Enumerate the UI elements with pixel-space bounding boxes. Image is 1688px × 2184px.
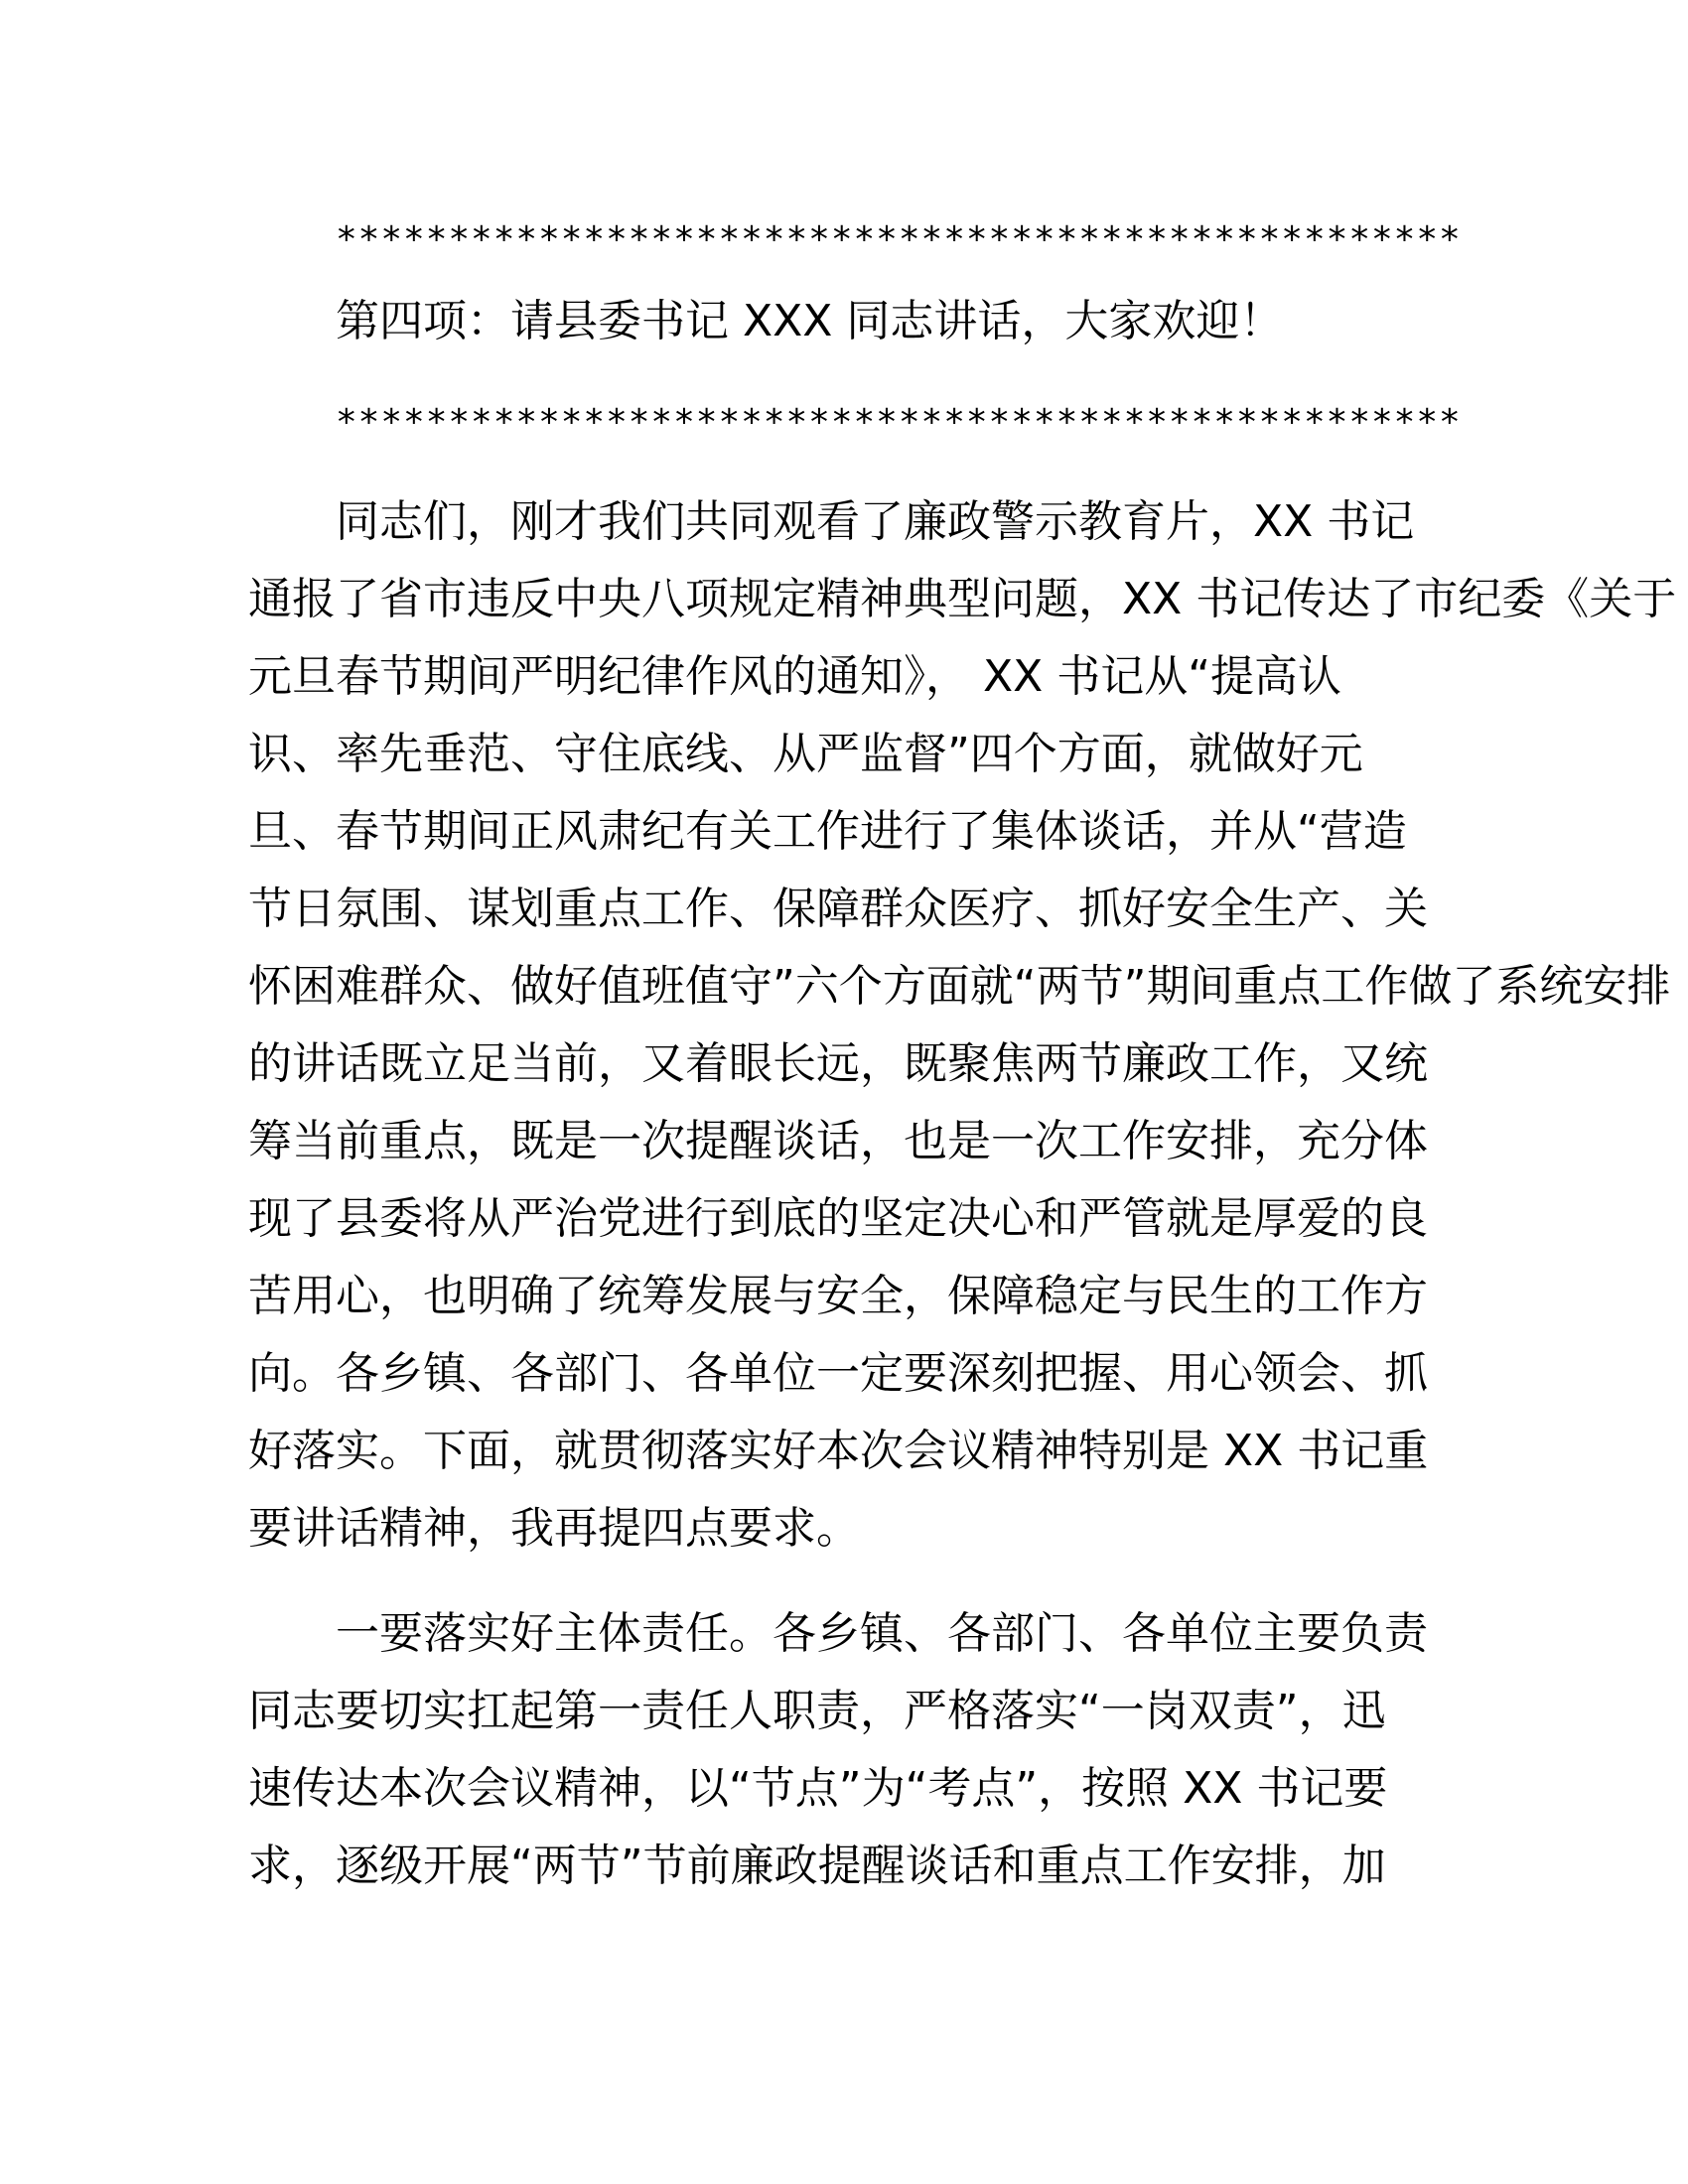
paragraph-line: 的讲话既立足当前，又着眼长远，既聚焦两节廉政工作，又统 — [248, 1038, 1428, 1089]
separator-bottom: ************************************************** — [336, 402, 1462, 443]
paragraph-line: 现了县委将从严治党进行到底的坚定决心和严管就是厚爱的良 — [248, 1193, 1428, 1244]
paragraph-line: 怀困难群众、做好值班值守”六个方面就“两节”期间重点工作做了系统安排 — [248, 961, 1671, 1012]
paragraph-line: 苦用心，也明确了统筹发展与安全，保障稳定与民生的工作方 — [248, 1271, 1428, 1321]
paragraph-line: 速传达本次会议精神，以“节点”为“考点”，按照 XX 书记要 — [248, 1763, 1388, 1814]
paragraph-line: 同志要切实扛起第一责任人职责，严格落实“一岗双责”，迅 — [248, 1686, 1386, 1736]
separator-top: ************************************************** — [336, 219, 1462, 260]
paragraph-line: 求，逐级开展“两节”节前廉政提醒谈话和重点工作安排，加 — [248, 1841, 1386, 1891]
paragraph-line: 好落实。下面，就贯彻落实好本次会议精神特别是 XX 书记重 — [248, 1426, 1429, 1476]
paragraph-line: 筹当前重点，既是一次提醒谈话，也是一次工作安排，充分体 — [248, 1116, 1428, 1166]
item-heading: 第四项：请县委书记 XXX 同志讲话，大家欢迎！ — [336, 296, 1284, 346]
paragraph-line: 同志们，刚才我们共同观看了廉政警示教育片，XX 书记 — [336, 496, 1415, 547]
paragraph-line: 要讲话精神，我再提四点要求。 — [248, 1503, 860, 1554]
paragraph-line: 通报了省市违反中央八项规定精神典型问题，XX 书记传达了市纪委《关于 — [248, 574, 1677, 624]
paragraph-line: 元旦春节期间严明纪律作风的通知》， XX 书记从“提高认 — [248, 651, 1342, 702]
paragraph-line: 一要落实好主体责任。各乡镇、各部门、各单位主要负责 — [336, 1608, 1428, 1659]
paragraph-line: 识、率先垂范、守住底线、从严监督”四个方面，就做好元 — [248, 729, 1363, 779]
paragraph-line: 旦、春节期间正风肃纪有关工作进行了集体谈话，并从“营造 — [248, 806, 1407, 857]
paragraph-line: 节日氛围、谋划重点工作、保障群众医疗、抓好安全生产、关 — [248, 884, 1428, 934]
paragraph-line: 向。各乡镇、各部门、各单位一定要深刻把握、用心领会、抓 — [248, 1348, 1428, 1399]
